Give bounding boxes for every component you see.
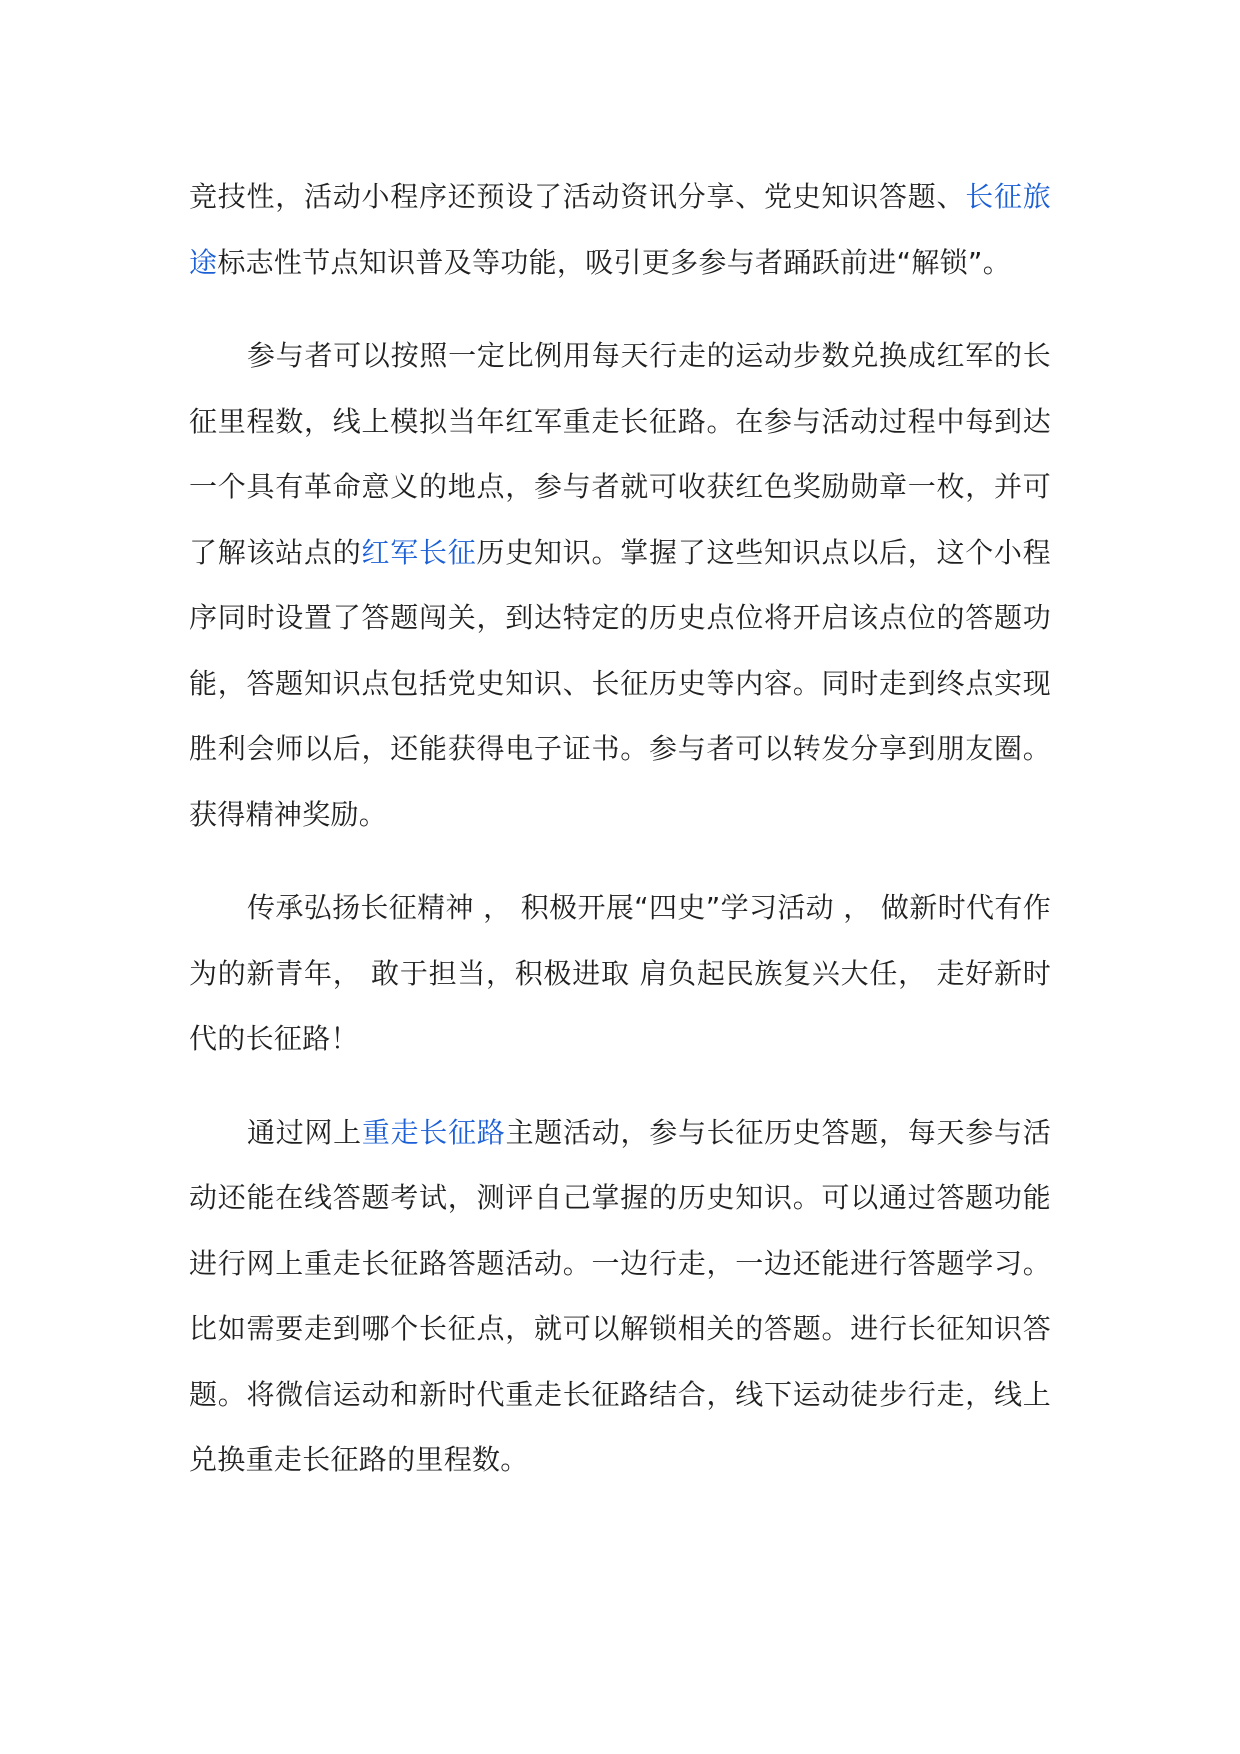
paragraph-text: 传承弘扬长征精神 ， 积极开展“四史”学习活动 ， 做新时代有作为的新青年， 敢于担当，积极进取 肩负起民族复兴大任， 走好新时代的长征路！ [189,891,1051,1055]
paragraph-3 [189,875,1051,1072]
paragraph-4 [189,1100,1051,1493]
link-hongjun-changzheng[interactable]: 红军长征 [361,535,477,569]
paragraph-1 [189,164,1051,295]
paragraph-2 [189,323,1051,847]
paragraph-text: 主题活动，参与长征历史答题，每天参与活动还能在线答题考试，测评自己掌握的历史知识。可以通过答题功能进行网上重走长征路答题活动。一边行走，一边还能进行答题学习。比如需要走到哪个长征点，就可以解锁相关的答题。进行长征知识答题。将微信运动和新时代重走长征路结合，线下运动徒步行走，线上兑换重走长征路的里程数。 [189,1115,1051,1476]
link-chongzou-changzhenglu[interactable]: 重走长征路 [361,1115,506,1149]
paragraph-text: 标志性节点知识普及等功能，吸引更多参与者踊跃前进“解锁”。 [217,245,1012,279]
link-changzheng-lvtu[interactable]: 长征旅途 [189,180,1051,279]
paragraph-text: 竞技性，活动小程序还预设了活动资讯分享、党史知识答题、 [189,180,966,213]
paragraph-text: 参与者可以按照一定比例用每天行走的运动步数兑换成红军的长征里程数，线上模拟当年红军重走长征路。在参与活动过程中每到达一个具有革命意义的地点，参与者就可收获红色奖励勋章一枚，并可了解该站点的 [189,339,1051,569]
paragraph-text: 通过网上 [247,1115,362,1149]
document-page [189,164,1051,1493]
paragraph-text: 历史知识。掌握了这些知识点以后，这个小程序同时设置了答题闯关，到达特定的历史点位将开启该点位的答题功能，答题知识点包括党史知识、长征历史等内容。同时走到终点实现胜利会师以后，还能获得电子证书。参与者可以转发分享到朋友圈。获得精神奖励。 [189,535,1051,831]
